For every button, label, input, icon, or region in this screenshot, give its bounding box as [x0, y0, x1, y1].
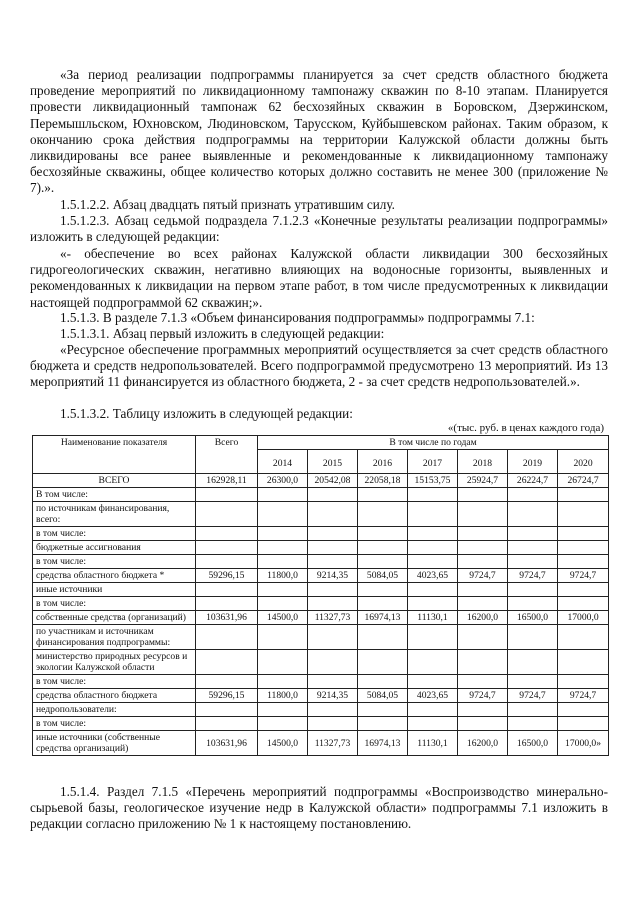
- header-year: 2014: [258, 450, 308, 474]
- row-year-cell: [558, 703, 609, 717]
- header-year: 2019: [508, 450, 558, 474]
- row-label: по участникам и источникам финансирования подпрограммы:: [33, 625, 196, 650]
- row-label: в том числе:: [33, 555, 196, 569]
- row-year-cell: [308, 541, 358, 555]
- row-label: в том числе:: [33, 675, 196, 689]
- row-year-cell: [508, 675, 558, 689]
- row-year-cell: [358, 650, 408, 675]
- row-year-cell: [508, 625, 558, 650]
- row-year-cell: 20542,08: [308, 474, 358, 488]
- row-year-cell: 9724,7: [508, 569, 558, 583]
- row-total-cell: [196, 675, 258, 689]
- row-year-cell: [508, 527, 558, 541]
- row-year-cell: [258, 488, 308, 502]
- row-year-cell: [558, 650, 609, 675]
- row-year-cell: [358, 488, 408, 502]
- row-year-cell: 26300,0: [258, 474, 308, 488]
- row-total-cell: [196, 502, 258, 527]
- row-label: иные источники: [33, 583, 196, 597]
- row-year-cell: [358, 541, 408, 555]
- row-total-cell: [196, 717, 258, 731]
- row-year-cell: 9724,7: [558, 689, 609, 703]
- row-year-cell: [308, 717, 358, 731]
- table-row: [33, 597, 609, 611]
- row-year-cell: [458, 555, 508, 569]
- row-total-cell: 103631,96: [196, 731, 258, 756]
- row-year-cell: [508, 703, 558, 717]
- table-row: [33, 731, 609, 756]
- row-year-cell: [558, 502, 609, 527]
- row-total-cell: [196, 703, 258, 717]
- table-row: [33, 541, 609, 555]
- row-year-cell: 11800,0: [258, 689, 308, 703]
- row-label: средства областного бюджета: [33, 689, 196, 703]
- table-row: [33, 555, 609, 569]
- header-year: 2015: [308, 450, 358, 474]
- row-year-cell: 9724,7: [558, 569, 609, 583]
- row-year-cell: [558, 583, 609, 597]
- row-year-cell: [458, 675, 508, 689]
- row-year-cell: [358, 583, 408, 597]
- table-row: [33, 488, 609, 502]
- table-body: [33, 474, 609, 756]
- row-year-cell: 17000,0»: [558, 731, 609, 756]
- table-caption-units: «(тыс. руб. в ценах каждого года): [447, 422, 604, 434]
- financing-table: [32, 435, 609, 756]
- row-year-cell: 9724,7: [458, 569, 508, 583]
- row-year-cell: [308, 675, 358, 689]
- row-year-cell: [358, 625, 408, 650]
- row-year-cell: [558, 555, 609, 569]
- row-year-cell: [558, 675, 609, 689]
- row-total-cell: 162928,11: [196, 474, 258, 488]
- row-year-cell: [258, 675, 308, 689]
- row-year-cell: [558, 597, 609, 611]
- row-year-cell: [358, 502, 408, 527]
- row-year-cell: [458, 597, 508, 611]
- row-year-cell: [508, 488, 558, 502]
- table-row: [33, 689, 609, 703]
- row-year-cell: [458, 541, 508, 555]
- header-year: 2018: [458, 450, 508, 474]
- row-year-cell: [308, 583, 358, 597]
- row-year-cell: 25924,7: [458, 474, 508, 488]
- row-year-cell: 11800,0: [258, 569, 308, 583]
- row-year-cell: [308, 703, 358, 717]
- row-year-cell: [308, 650, 358, 675]
- row-year-cell: [508, 597, 558, 611]
- row-year-cell: [408, 555, 458, 569]
- row-year-cell: [508, 650, 558, 675]
- row-year-cell: [308, 597, 358, 611]
- table-row: [33, 474, 609, 488]
- row-total-cell: [196, 527, 258, 541]
- row-total-cell: [196, 541, 258, 555]
- row-label: ВСЕГО: [33, 474, 196, 488]
- row-year-cell: [258, 717, 308, 731]
- paragraph-1-5-1-3-1: 1.5.1.3.1. Абзац первый изложить в следующей редакции:: [60, 326, 385, 341]
- row-year-cell: [408, 675, 458, 689]
- row-year-cell: 11130,1: [408, 731, 458, 756]
- row-year-cell: 14500,0: [258, 731, 308, 756]
- paragraph-resource-provision: «Ресурсное обеспечение программных мероприятий осуществляется за счет средств областного бюджета и средств недропользователей. Всего подпрограммой предусмотрено 13 мероприятий. Из 13 мероприятий 11 финансируется из областного бюджета, 2 - за счет средств недропользователей.».: [30, 342, 608, 390]
- row-total-cell: [196, 650, 258, 675]
- row-year-cell: [408, 502, 458, 527]
- row-year-cell: 9724,7: [508, 689, 558, 703]
- row-year-cell: 26224,7: [508, 474, 558, 488]
- row-year-cell: [258, 502, 308, 527]
- row-year-cell: 22058,18: [358, 474, 408, 488]
- row-year-cell: [258, 625, 308, 650]
- header-total: Всего: [196, 436, 258, 474]
- row-year-cell: [308, 502, 358, 527]
- row-year-cell: 5084,05: [358, 689, 408, 703]
- row-total-cell: [196, 583, 258, 597]
- paragraph-1-5-1-3: 1.5.1.3. В разделе 7.1.3 «Объем финансирования подпрограммы» подпрограммы 7.1:: [60, 310, 535, 325]
- row-year-cell: [258, 583, 308, 597]
- table-row: [33, 527, 609, 541]
- row-year-cell: [458, 583, 508, 597]
- row-year-cell: [258, 555, 308, 569]
- row-label: бюджетные ассигнования: [33, 541, 196, 555]
- table-row: [33, 569, 609, 583]
- row-year-cell: [508, 541, 558, 555]
- row-year-cell: [458, 717, 508, 731]
- row-year-cell: [458, 625, 508, 650]
- row-year-cell: 11327,73: [308, 731, 358, 756]
- row-year-cell: [308, 527, 358, 541]
- row-label: недропользователи:: [33, 703, 196, 717]
- row-total-cell: 59296,15: [196, 689, 258, 703]
- row-year-cell: 5084,05: [358, 569, 408, 583]
- row-year-cell: [508, 555, 558, 569]
- row-label: в том числе:: [33, 527, 196, 541]
- row-year-cell: 26724,7: [558, 474, 609, 488]
- row-year-cell: [458, 703, 508, 717]
- row-total-cell: 103631,96: [196, 611, 258, 625]
- row-year-cell: 11130,1: [408, 611, 458, 625]
- table-row: [33, 502, 609, 527]
- row-year-cell: [558, 717, 609, 731]
- table-row: [33, 650, 609, 675]
- row-label: средства областного бюджета *: [33, 569, 196, 583]
- paragraph-tamponage-plan: «За период реализации подпрограммы планируется за счет средств областного бюджета проведение мероприятий по ликвидационному тампонажу скважин по 8-10 этапам. Планируется провести ликвидационный тампонаж 62 бесхозяйных скважин в Боровском, Дзержинском, Перемышльском, Юхновском, Людиновском, Тарусском, Куйбышевском районах. Таким образом, к окончанию срока действия подпрограммы на территории Калужской области должны быть ликвидированы все ранее выявленные и рекомендованные к ликвидационному тампонажу бесхозяйные скважины, общее количество которых должно составить не менее 300 (приложение № 7).».: [30, 67, 608, 196]
- row-year-cell: [308, 555, 358, 569]
- header-years-group: В том числе по годам: [258, 436, 609, 450]
- table-row: [33, 583, 609, 597]
- row-year-cell: [358, 717, 408, 731]
- table-header-row: [33, 436, 609, 450]
- row-year-cell: 16974,13: [358, 731, 408, 756]
- row-year-cell: [408, 583, 458, 597]
- row-year-cell: 9214,35: [308, 689, 358, 703]
- table-row: [33, 625, 609, 650]
- row-year-cell: [408, 541, 458, 555]
- row-year-cell: [258, 541, 308, 555]
- row-year-cell: [408, 625, 458, 650]
- row-total-cell: [196, 488, 258, 502]
- row-year-cell: [458, 650, 508, 675]
- row-year-cell: [358, 555, 408, 569]
- row-year-cell: [408, 650, 458, 675]
- row-year-cell: 17000,0: [558, 611, 609, 625]
- row-year-cell: 4023,65: [408, 569, 458, 583]
- row-year-cell: 16200,0: [458, 611, 508, 625]
- table-row: [33, 703, 609, 717]
- row-year-cell: [358, 703, 408, 717]
- row-year-cell: 15153,75: [408, 474, 458, 488]
- table-row: [33, 675, 609, 689]
- header-year: 2017: [408, 450, 458, 474]
- row-year-cell: [408, 527, 458, 541]
- row-label: по источникам финансирования, всего:: [33, 502, 196, 527]
- row-year-cell: [508, 583, 558, 597]
- row-year-cell: [258, 597, 308, 611]
- row-year-cell: 16974,13: [358, 611, 408, 625]
- row-total-cell: [196, 597, 258, 611]
- row-total-cell: [196, 555, 258, 569]
- row-year-cell: [408, 717, 458, 731]
- paragraph-1-5-1-2-2: 1.5.1.2.2. Абзац двадцать пятый признать утратившим силу.: [60, 197, 395, 212]
- row-year-cell: 9214,35: [308, 569, 358, 583]
- row-year-cell: [558, 527, 609, 541]
- header-year: 2020: [558, 450, 609, 474]
- row-year-cell: [458, 488, 508, 502]
- row-year-cell: [358, 597, 408, 611]
- row-year-cell: [258, 703, 308, 717]
- row-year-cell: [408, 597, 458, 611]
- row-label: в том числе:: [33, 597, 196, 611]
- row-total-cell: 59296,15: [196, 569, 258, 583]
- row-year-cell: 16500,0: [508, 611, 558, 625]
- header-year: 2016: [358, 450, 408, 474]
- row-year-cell: [358, 527, 408, 541]
- row-label: В том числе:: [33, 488, 196, 502]
- paragraph-1-5-1-3-2: 1.5.1.3.2. Таблицу изложить в следующей редакции:: [60, 406, 353, 421]
- paragraph-1-5-1-2-3: 1.5.1.2.3. Абзац седьмой подраздела 7.1.2.3 «Конечные результаты реализации подпрограммы» изложить в следующей редакции:: [30, 213, 608, 245]
- row-total-cell: [196, 625, 258, 650]
- row-year-cell: 9724,7: [458, 689, 508, 703]
- row-year-cell: [258, 527, 308, 541]
- row-year-cell: [508, 502, 558, 527]
- row-year-cell: [458, 502, 508, 527]
- row-label: иные источники (собственные средства организаций): [33, 731, 196, 756]
- paragraph-1-5-1-4: 1.5.1.4. Раздел 7.1.5 «Перечень мероприятий подпрограммы «Воспроизводство минерально-сырьевой базы, геологическое изучение недр в Калужской области» подпрограммы 7.1 изложить в редакции согласно приложению № 1 к настоящему постановлению.: [30, 784, 608, 832]
- row-year-cell: [558, 488, 609, 502]
- row-year-cell: [408, 703, 458, 717]
- row-year-cell: [308, 625, 358, 650]
- row-year-cell: 4023,65: [408, 689, 458, 703]
- row-year-cell: [408, 488, 458, 502]
- row-year-cell: [558, 541, 609, 555]
- row-year-cell: [458, 527, 508, 541]
- paragraph-final-results: «- обеспечение во всех районах Калужской области ликвидации 300 бесхозяйных гидрогеологических скважин, негативно влияющих на водоносные горизонты, выявленных и рекомендованных к ликвидации на первом этапе работ, в том числе предусмотренных к ликвидации настоящей подпрограммой 62 скважин;».: [30, 246, 608, 310]
- row-label: в том числе:: [33, 717, 196, 731]
- row-year-cell: 16500,0: [508, 731, 558, 756]
- row-year-cell: [558, 625, 609, 650]
- row-year-cell: 11327,73: [308, 611, 358, 625]
- row-year-cell: [258, 650, 308, 675]
- row-year-cell: [358, 675, 408, 689]
- row-label: министерство природных ресурсов и экологии Калужской области: [33, 650, 196, 675]
- row-year-cell: [308, 488, 358, 502]
- row-year-cell: 16200,0: [458, 731, 508, 756]
- row-year-cell: 14500,0: [258, 611, 308, 625]
- table-row: [33, 717, 609, 731]
- header-indicator-name: Наименование показателя: [33, 436, 196, 474]
- table-row: [33, 611, 609, 625]
- row-label: собственные средства (организаций): [33, 611, 196, 625]
- row-year-cell: [508, 717, 558, 731]
